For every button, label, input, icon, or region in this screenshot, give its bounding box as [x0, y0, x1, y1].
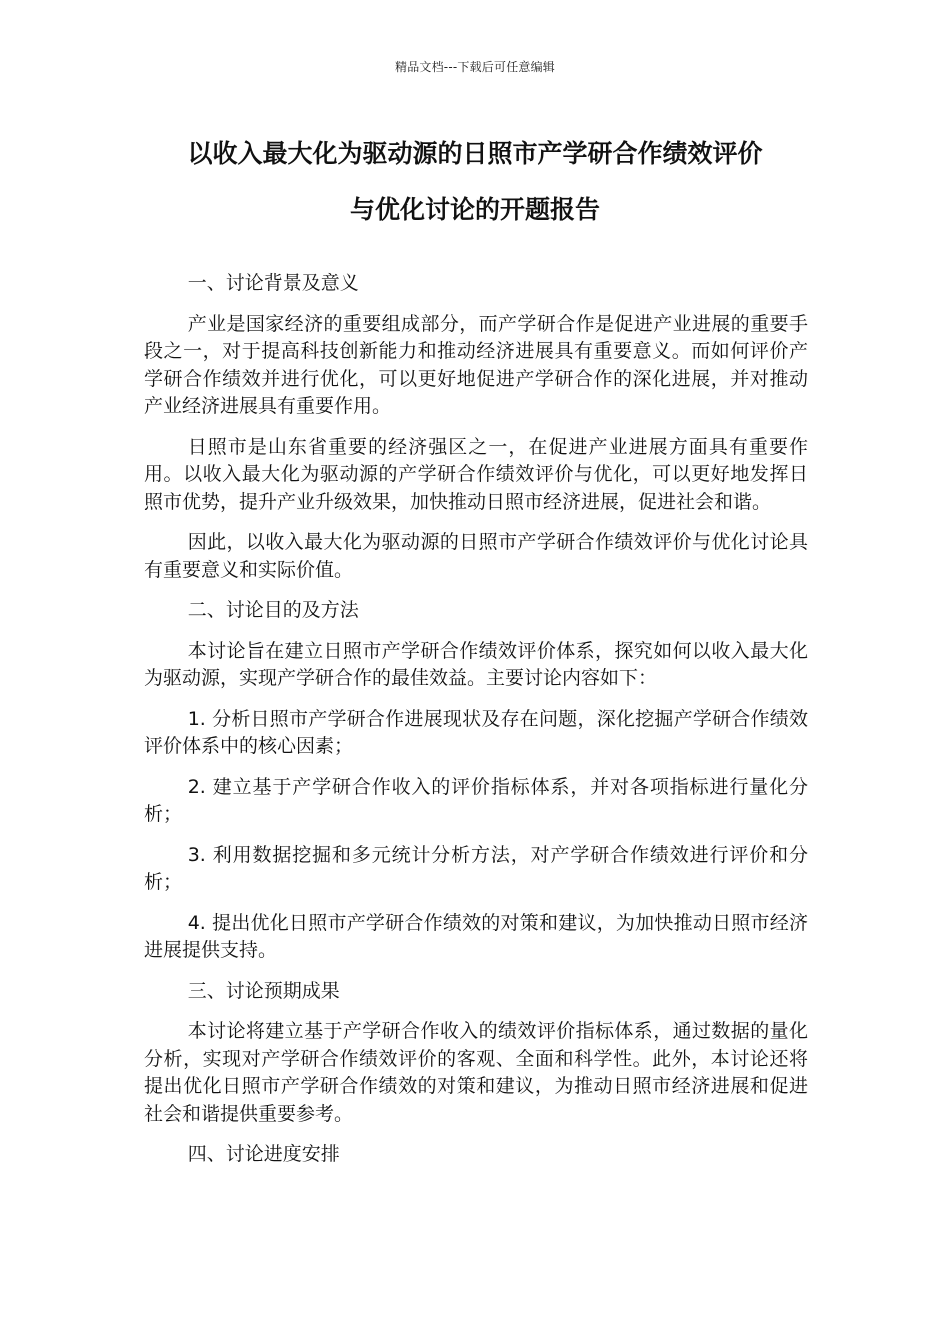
title-line-1: 以收入最大化为驱动源的日照市产学研合作绩效评价 [187, 139, 763, 168]
title-line-2: 与优化讨论的开题报告 [349, 195, 600, 224]
list-item: 1. 分析日照市产学研合作进展现状及存在问题，深化挖掘产学研合作绩效评价体系中的核心因素； [144, 707, 808, 757]
section-heading-purpose: 二、讨论目的及方法 [187, 599, 359, 621]
paragraph: 本讨论将建立基于产学研合作收入的绩效评价指标体系，通过数据的量化分析，实现对产学研合作绩效评价的客观、全面和科学性。此外，本讨论还将提出优化日照市产学研合作绩效的对策和建议，为推动日照市经济进展和促进社会和谐提供重要参考。 [144, 1020, 808, 1125]
section-heading-background: 一、讨论背景及意义 [187, 272, 359, 294]
document-body [144, 270, 808, 1182]
paragraph: 产业是国家经济的重要组成部分，而产学研合作是促进产业进展的重要手段之一，对于提高科技创新能力和推动经济进展具有重要意义。而如何评价产学研合作绩效并进行优化，可以更好地促进产学研合作的深化进展，并对推动产业经济进展具有重要作用。 [144, 312, 808, 417]
paragraph: 本讨论旨在建立日照市产学研合作绩效评价体系，探究如何以收入最大化为驱动源，实现产学研合作的最佳效益。主要讨论内容如下： [144, 639, 808, 689]
header-note: 精品文档---下载后可任意编辑 [395, 60, 555, 74]
list-item: 3. 利用数据挖掘和多元统计分析方法，对产学研合作绩效进行评价和分析； [144, 843, 808, 893]
section-heading-schedule: 四、讨论进度安排 [187, 1143, 340, 1165]
paragraph: 因此，以收入最大化为驱动源的日照市产学研合作绩效评价与优化讨论具有重要意义和实际价值。 [144, 531, 808, 581]
paragraph: 日照市是山东省重要的经济强区之一，在促进产业进展方面具有重要作用。以收入最大化为驱动源的产学研合作绩效评价与优化，可以更好地发挥日照市优势，提升产业升级效果，加快推动日照市经济进展，促进社会和谐。 [144, 435, 808, 513]
document-title [120, 126, 830, 238]
section-heading-outcomes: 三、讨论预期成果 [187, 979, 340, 1002]
list-item: 2. 建立基于产学研合作收入的评价指标体系，并对各项指标进行量化分析； [144, 775, 808, 825]
list-item: 4. 提出优化日照市产学研合作绩效的对策和建议，为加快推动日照市经济进展提供支持。 [144, 911, 808, 961]
